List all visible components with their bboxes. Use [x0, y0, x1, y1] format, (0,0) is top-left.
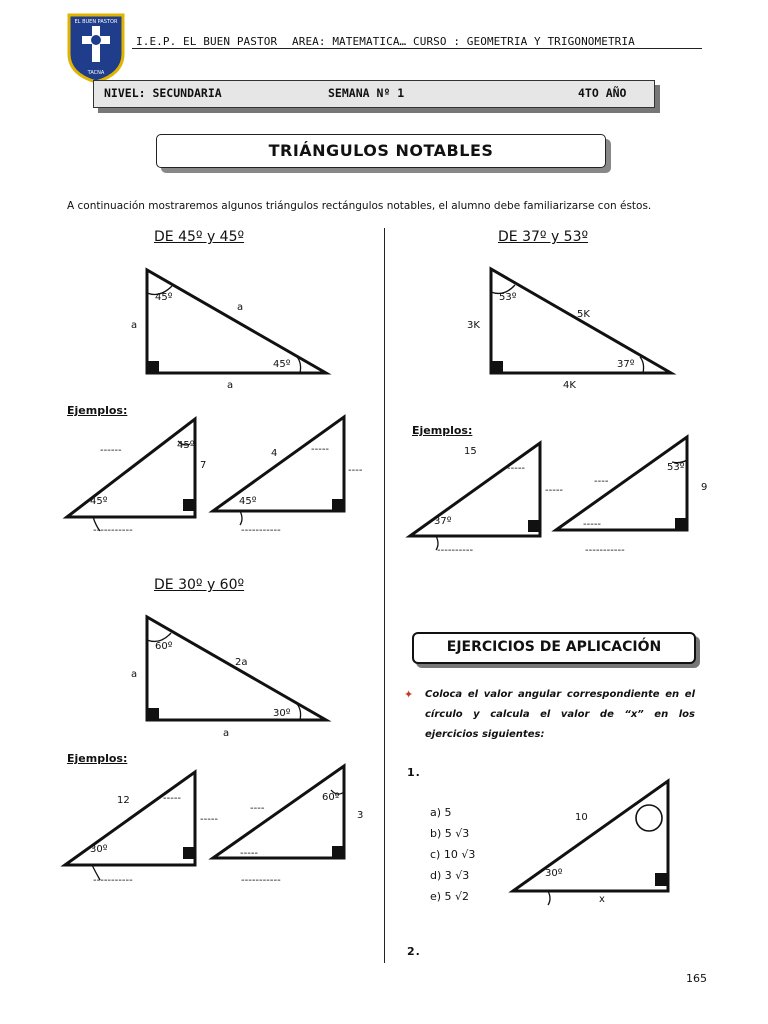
option-d[interactable]: d) 3 √3 [430, 869, 470, 882]
side-label: 7 [200, 460, 207, 471]
blank-answer: ----- [200, 814, 219, 825]
side-label: a [223, 728, 230, 739]
blank-answer: ---- [250, 803, 265, 814]
section-title-45: DE 45º y 45º [154, 229, 245, 245]
right-angle-mark [332, 846, 344, 858]
side-label: 12 [117, 795, 130, 806]
right-angle-mark [147, 708, 159, 720]
aplicacion-title: EJERCICIOS DE APLICACIÓN [412, 632, 696, 664]
blank-answer: ----- [311, 444, 330, 455]
side-label: 4K [563, 380, 576, 391]
school-name: I.E.P. EL BUEN PASTOR [136, 35, 278, 48]
unknown-x-label: x [599, 894, 605, 905]
right-angle-mark [528, 520, 540, 532]
blank-answer: ---- [594, 476, 609, 487]
blank-answer: ---- [348, 465, 363, 476]
triangle-37-ex2 [556, 437, 687, 530]
angle-arc [548, 891, 550, 905]
angle-label: 37º [434, 516, 452, 527]
angle-label: 53º [667, 462, 685, 473]
triangle-37-main [491, 269, 671, 373]
angle-label: 45º [239, 496, 257, 507]
week-label: SEMANA Nº 1 [328, 86, 405, 100]
exercise-number: 2. [407, 945, 421, 958]
level-label: NIVEL: SECUNDARIA [104, 86, 222, 100]
blank-answer: ----- [507, 463, 526, 474]
side-label: 9 [701, 482, 708, 493]
triangle-45-ex2 [213, 417, 344, 511]
examples-label-45: Ejemplos: [67, 404, 128, 417]
option-e[interactable]: e) 5 √2 [430, 890, 470, 903]
side-label: 4 [271, 448, 278, 459]
section-title-37: DE 37º y 53º [498, 229, 589, 245]
side-label: 2a [235, 657, 248, 668]
page-title: TRIÁNGULOS NOTABLES [156, 134, 606, 168]
side-label: 3K [467, 320, 480, 331]
side-label: a [131, 320, 138, 331]
angle-label: 30º [90, 844, 108, 855]
triangle-aplicacion-1 [513, 781, 668, 891]
bullet-icon: ✦ [404, 688, 414, 701]
blank-answer: ------ [100, 445, 122, 456]
angle-label: 30º [273, 708, 291, 719]
examples-label-30: Ejemplos: [67, 752, 128, 765]
right-angle-mark [183, 847, 195, 859]
blank-answer: ----- [545, 485, 564, 496]
side-label: 5K [577, 309, 590, 320]
blank-answer: ----------- [93, 525, 133, 536]
right-angle-mark [183, 499, 195, 511]
course-info: AREA: MATEMATICA… CURSO : GEOMETRIA Y TRIGONOMETRIA [292, 35, 635, 48]
triangle-30-ex1 [65, 772, 195, 865]
page-number: 165 [686, 972, 707, 985]
angle-label: 60º [322, 792, 340, 803]
side-label: 10 [575, 812, 588, 823]
logo-text-top: EL BUEN PASTOR [74, 19, 118, 25]
grade-label: 4TO AÑO [578, 86, 627, 100]
logo-text-bottom: TACNA [87, 70, 105, 76]
triangle-30-main [147, 617, 326, 720]
option-b[interactable]: b) 5 √3 [430, 827, 470, 840]
right-angle-mark [655, 873, 668, 886]
side-label: 15 [464, 446, 477, 457]
exercise-number: 1. [407, 766, 421, 779]
side-label: 3 [357, 810, 364, 821]
side-label: a [131, 669, 138, 680]
side-label: a [237, 302, 244, 313]
right-angle-mark [147, 361, 159, 373]
examples-label-37: Ejemplos: [412, 424, 473, 437]
side-label: a [227, 380, 234, 391]
angle-label: 45º [177, 440, 195, 451]
angle-label: 30º [545, 868, 563, 879]
angle-arc [640, 357, 644, 373]
right-angle-mark [675, 518, 687, 530]
blank-answer: ----------- [241, 875, 281, 886]
option-c[interactable]: c) 10 √3 [430, 848, 476, 861]
triangle-45-main [147, 270, 326, 373]
instruction-text: Coloca el valor angular correspondiente en el círculo y calcula el valor de “x” en los ejercicios siguientes: [425, 689, 695, 740]
triangle-30-ex2 [213, 766, 344, 858]
angle-label: 45º [155, 292, 173, 303]
intro-text: A continuación mostraremos algunos triángulos rectángulos notables, el alumno debe familiarizarse con éstos. [67, 200, 652, 212]
angle-label: 45º [273, 359, 291, 370]
angle-label: 53º [499, 292, 517, 303]
answer-circle[interactable] [636, 805, 662, 831]
blank-answer: ----------- [585, 545, 625, 556]
blank-answer: ---------- [437, 545, 474, 556]
blank-answer: ----- [240, 848, 259, 859]
angle-arc [240, 511, 242, 525]
angle-label: 37º [617, 359, 635, 370]
blank-answer: ----------- [93, 875, 133, 886]
angle-label: 45º [90, 496, 108, 507]
blank-answer: ----- [583, 519, 602, 530]
angle-label: 60º [155, 641, 173, 652]
blank-answer: ----- [163, 793, 182, 804]
right-angle-mark [332, 499, 344, 511]
option-a[interactable]: a) 5 [430, 806, 452, 819]
options-list [430, 802, 475, 907]
blank-answer: ----------- [241, 525, 281, 536]
section-title-30: DE 30º y 60º [154, 577, 245, 593]
triangle-45-ex1 [67, 419, 195, 517]
right-angle-mark [491, 361, 503, 373]
